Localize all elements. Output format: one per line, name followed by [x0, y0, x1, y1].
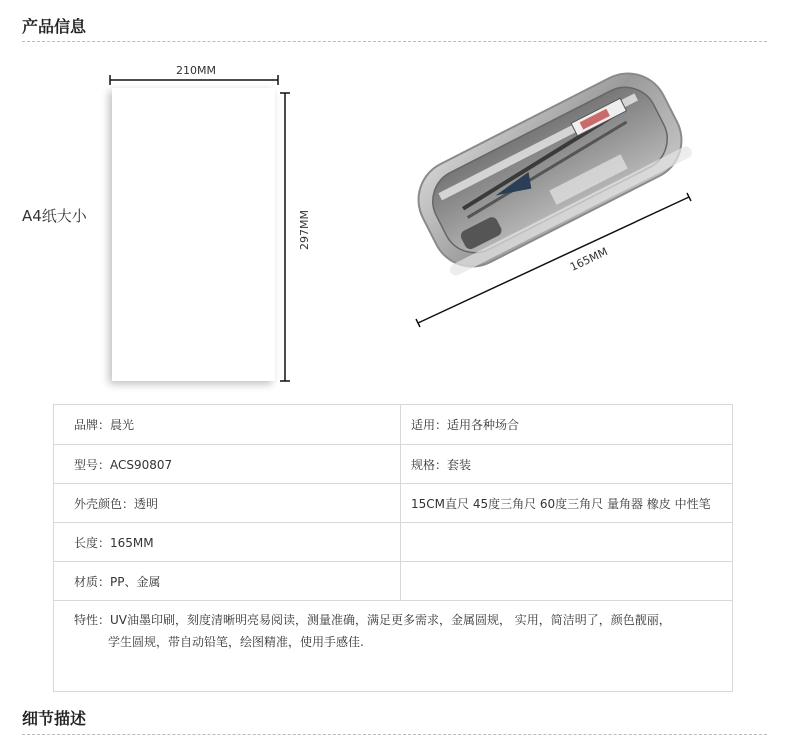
- feature-line-2: 学生圆规，带自动铅笔，绘图精准，使用手感佳.: [108, 635, 364, 649]
- pencil-case-image: [395, 60, 705, 340]
- spec-brand: 品牌：晨光: [54, 405, 401, 445]
- spec-shell-color: 外壳颜色：透明: [54, 484, 401, 523]
- spec-row: [54, 405, 733, 445]
- a4-size-label: A4纸大小: [22, 207, 87, 225]
- product-info-title: 产品信息: [22, 17, 87, 36]
- length-dimension-label: 165MM: [568, 245, 610, 274]
- spec-table: [53, 404, 733, 692]
- spec-row: [54, 523, 733, 562]
- detail-divider: [22, 734, 767, 735]
- detail-title: 细节描述: [22, 709, 87, 728]
- spec-model: 型号：ACS90807: [54, 445, 401, 484]
- feature-line-1: 特性：UV油墨印刷，刻度清晰明亮易阅读，测量准确，满足更多需求，金属圆规， 实用，简洁明了，颜色靓丽，: [74, 613, 671, 627]
- spec-spec: 规格：套装: [401, 445, 733, 484]
- spec-length: 长度：165MM: [54, 523, 401, 562]
- height-dimension-label: 297MM: [298, 210, 311, 250]
- spec-row: [54, 601, 733, 692]
- width-dimension-label: 210MM: [176, 64, 216, 77]
- spec-features: [54, 601, 733, 692]
- spec-row: [54, 445, 733, 484]
- spec-empty-cell: [401, 562, 733, 601]
- spec-row: [54, 562, 733, 601]
- spec-empty-cell: [401, 523, 733, 562]
- spec-material: 材质：PP、金属: [54, 562, 401, 601]
- spec-contents: 15CM直尺 45度三角尺 60度三角尺 量角器 橡皮 中性笔: [401, 484, 733, 523]
- spec-applicable: 适用：适用各种场合: [401, 405, 733, 445]
- spec-row: [54, 484, 733, 523]
